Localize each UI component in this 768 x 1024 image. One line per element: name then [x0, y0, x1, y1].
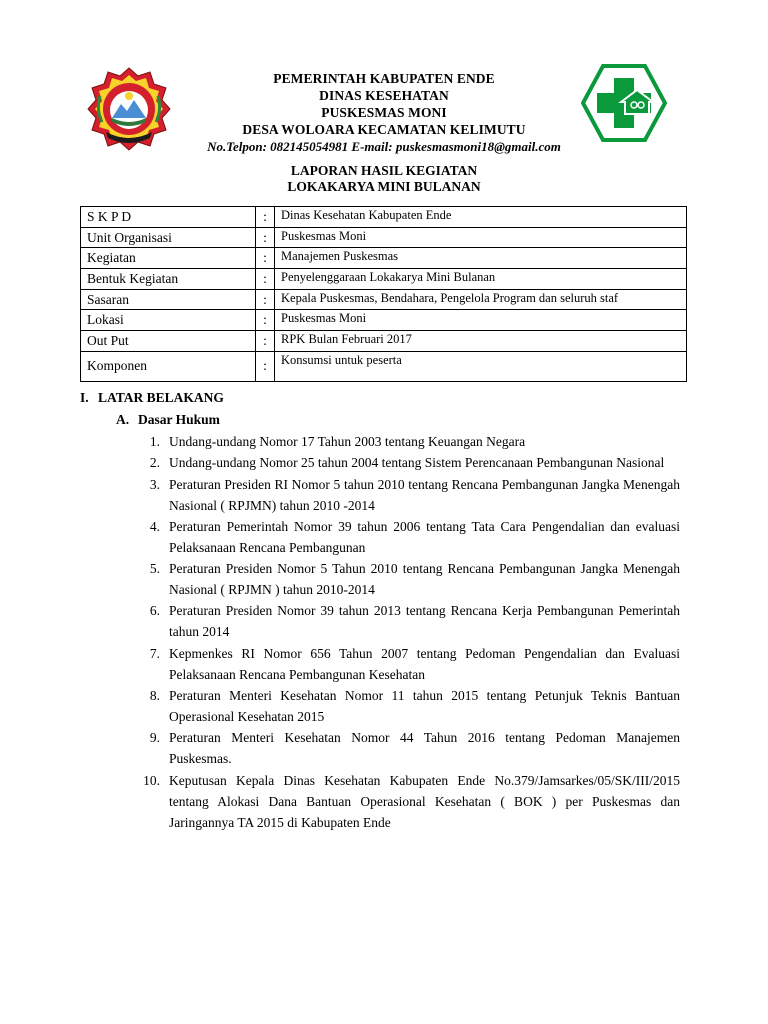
row-value: Manajemen Puskesmas — [275, 248, 687, 269]
item-text: Undang-undang Nomor 17 Tahun 2003 tentang Keuangan Negara — [169, 434, 526, 449]
item-number: 3. — [149, 476, 160, 492]
subsection-title: Dasar Hukum — [138, 412, 220, 427]
letterhead — [160, 70, 608, 155]
item-text: Peraturan Menteri Kesehatan Nomor 11 tahun 2015 tentang Petunjuk Teknis Bantuan Operasional Kesehatan 2015 — [169, 688, 680, 725]
row-separator: : — [256, 207, 275, 228]
list-item — [140, 727, 680, 769]
item-number: 9. — [149, 730, 160, 746]
row-separator: : — [256, 351, 275, 381]
table-row — [81, 269, 687, 290]
row-separator: : — [256, 269, 275, 290]
row-value: Penyelenggaraan Lokakarya Mini Bulanan — [275, 269, 687, 290]
list-item — [140, 474, 680, 516]
row-label: Bentuk Kegiatan — [81, 269, 256, 290]
item-text: Keputusan Kepala Dinas Kesehatan Kabupaten Ende No.379/Jamsarkes/05/SK/III/2015 tentang Alokasi Dana Bantuan Operasional Kesehatan ( BOK ) per Puskesmas dan Jaringannya TA 2015 di Kabupaten Ende — [169, 772, 680, 830]
row-label: Sasaran — [81, 289, 256, 310]
row-separator: : — [256, 331, 275, 352]
row-label: Unit Organisasi — [81, 227, 256, 248]
item-number: 1. — [149, 434, 160, 449]
row-separator: : — [256, 227, 275, 248]
item-text: Peraturan Presiden RI Nomor 5 tahun 2010 tentang Rencana Pembangunan Jangka Menengah Nasional ( RPJMN) tahun 2010 -2014 — [169, 476, 680, 513]
row-label: S K P D — [81, 207, 256, 228]
report-title-line-1: LAPORAN HASIL KEGIATAN — [290, 163, 478, 178]
row-label: Kegiatan — [81, 248, 256, 269]
section-title: LATAR BELAKANG — [98, 390, 224, 405]
activity-info-table — [80, 206, 687, 382]
table-row — [81, 310, 687, 331]
list-item — [140, 516, 680, 558]
table-row — [81, 227, 687, 248]
row-separator: : — [256, 289, 275, 310]
section-heading — [80, 390, 224, 406]
item-number: 5. — [149, 561, 160, 577]
row-value: Konsumsi untuk peserta — [275, 351, 687, 381]
row-value: Puskesmas Moni — [275, 310, 687, 331]
table-row — [81, 331, 687, 352]
list-item — [140, 452, 680, 473]
item-text: Peraturan Menteri Kesehatan Nomor 44 Tahun 2016 tentang Pedoman Manajemen Puskesmas. — [169, 730, 680, 767]
letterhead-line-address: DESA WOLOARA KECAMATAN KELIMUTU — [242, 122, 526, 137]
table-row — [81, 207, 687, 228]
list-item — [140, 685, 680, 727]
row-value: RPK Bulan Februari 2017 — [275, 331, 687, 352]
subsection-heading — [116, 412, 220, 428]
row-value: Dinas Kesehatan Kabupaten Ende — [275, 207, 687, 228]
item-text: Undang-undang Nomor 25 tahun 2004 tentang Sistem Perencanaan Pembangunan Nasional — [169, 455, 665, 471]
item-text: Peraturan Pemerintah Nomor 39 tahun 2006 tentang Tata Cara Pengendalian dan evaluasi Pelaksanaan Rencana Pembangunan — [169, 518, 680, 555]
row-separator: : — [256, 310, 275, 331]
item-number: 2. — [149, 455, 160, 471]
letterhead-line-puskesmas: PUSKESMAS MONI — [321, 105, 447, 120]
row-separator: : — [256, 248, 275, 269]
list-item — [140, 558, 680, 600]
row-label: Komponen — [81, 351, 256, 381]
table-row — [81, 289, 687, 310]
list-item — [140, 643, 680, 685]
item-number: 7. — [149, 645, 160, 661]
item-text: Peraturan Presiden Nomor 5 Tahun 2010 tentang Rencana Pembangunan Jangka Menengah Nasional ( RPJMN ) tahun 2010-2014 — [169, 561, 680, 598]
row-label: Out Put — [81, 331, 256, 352]
row-label: Lokasi — [81, 310, 256, 331]
row-value: Puskesmas Moni — [275, 227, 687, 248]
table-row — [81, 248, 687, 269]
report-title — [160, 163, 608, 195]
item-number: 10. — [143, 772, 160, 788]
item-text: Kepmenkes RI Nomor 656 Tahun 2007 tentang Pedoman Pengendalian dan Evaluasi Pelaksanaan Rencana Pembangunan Kesehatan — [169, 645, 680, 682]
legal-basis-list — [140, 431, 680, 833]
letterhead-line-department: DINAS KESEHATAN — [319, 88, 449, 103]
item-text: Peraturan Presiden Nomor 39 tahun 2013 tentang Rencana Kerja Pembangunan Pemerintah tahun 2014 — [169, 603, 680, 640]
row-value: Kepala Puskesmas, Bendahara, Pengelola Program dan seluruh staf — [275, 289, 687, 310]
item-number: 8. — [149, 688, 160, 704]
letterhead-line-government: PEMERINTAH KABUPATEN ENDE — [273, 71, 495, 86]
item-number: 4. — [149, 518, 160, 534]
letterhead-contact: No.Telpon: 082145054981 E-mail: puskesmasmoni18@gmail.com — [207, 139, 561, 154]
report-title-line-2: LOKAKARYA MINI BULANAN — [287, 179, 481, 194]
table-row — [81, 351, 687, 381]
list-item — [140, 770, 680, 833]
list-item — [140, 600, 680, 642]
list-item — [140, 431, 680, 452]
item-number: 6. — [149, 603, 160, 619]
subsection-number: A. — [116, 412, 130, 427]
section-number: I. — [80, 390, 89, 405]
